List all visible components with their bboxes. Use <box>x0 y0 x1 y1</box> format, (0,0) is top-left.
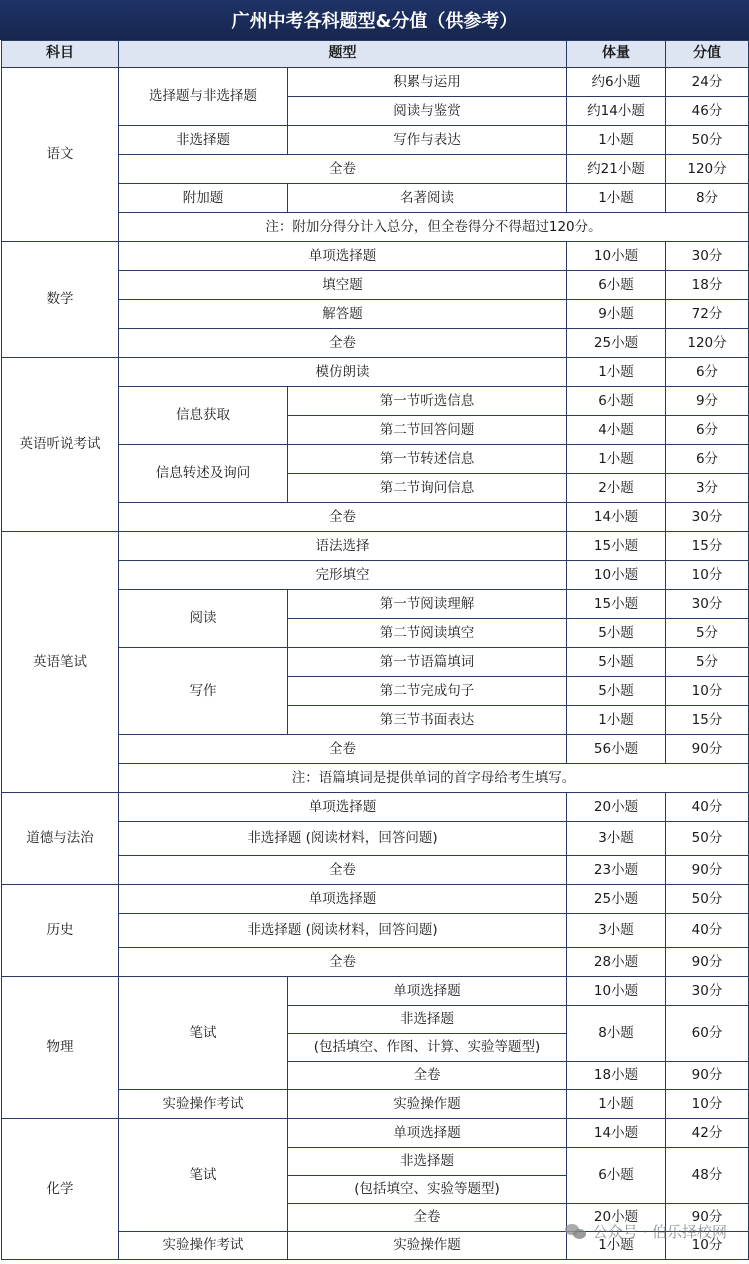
score-cell: 90分 <box>666 948 749 977</box>
score-cell: 46分 <box>666 97 749 126</box>
item-cell: 第三节书面表达 <box>288 706 567 735</box>
volume-cell: 15小题 <box>567 590 666 619</box>
volume-cell: 9小题 <box>567 300 666 329</box>
group-cell: 笔试 <box>119 1119 288 1232</box>
item-cell: 第一节听选信息 <box>288 387 567 416</box>
subject-cell: 物理 <box>2 977 119 1119</box>
volume-cell: 3小题 <box>567 914 666 948</box>
score-cell: 90分 <box>666 856 749 885</box>
table-row <box>2 242 749 271</box>
volume-cell: 1小题 <box>567 1232 666 1260</box>
score-cell: 9分 <box>666 387 749 416</box>
score-cell: 50分 <box>666 822 749 856</box>
item-cell: (包括填空、作图、计算、实验等题型) <box>288 1034 567 1062</box>
volume-cell: 5小题 <box>567 619 666 648</box>
volume-cell: 1小题 <box>567 126 666 155</box>
header-volume: 体量 <box>567 41 666 68</box>
volume-cell: 4小题 <box>567 416 666 445</box>
volume-cell: 14小题 <box>567 1119 666 1148</box>
note-cell: 注：附加分得分计入总分，但全卷得分不得超过120分。 <box>119 213 749 242</box>
volume-cell: 8小题 <box>567 1006 666 1062</box>
group-cell: 信息转述及询问 <box>119 445 288 503</box>
item-cell: 第一节语篇填词 <box>288 648 567 677</box>
score-cell: 90分 <box>666 735 749 764</box>
item-cell: 单项选择题 <box>119 793 567 822</box>
header-subject: 科目 <box>2 41 119 68</box>
header-row <box>2 41 749 68</box>
volume-cell: 5小题 <box>567 677 666 706</box>
subject-cell: 历史 <box>2 885 119 977</box>
volume-cell: 约14小题 <box>567 97 666 126</box>
watermark <box>565 1221 727 1242</box>
group-cell: 实验操作考试 <box>119 1232 288 1260</box>
score-cell: 60分 <box>666 1006 749 1062</box>
volume-cell: 1小题 <box>567 358 666 387</box>
score-cell: 90分 <box>666 1062 749 1090</box>
volume-cell: 56小题 <box>567 735 666 764</box>
score-cell: 120分 <box>666 329 749 358</box>
page-title: 广州中考各科题型&分值（供参考） <box>0 0 749 40</box>
item-cell: 语法选择 <box>119 532 567 561</box>
group-cell: 信息获取 <box>119 387 288 445</box>
volume-cell: 10小题 <box>567 977 666 1006</box>
volume-cell: 23小题 <box>567 856 666 885</box>
item-cell: 第二节询问信息 <box>288 474 567 503</box>
score-cell: 50分 <box>666 885 749 914</box>
table-row <box>2 358 749 387</box>
volume-cell: 1小题 <box>567 445 666 474</box>
score-cell: 120分 <box>666 155 749 184</box>
group-cell: 非选择题 <box>119 126 288 155</box>
score-cell: 50分 <box>666 126 749 155</box>
score-cell: 6分 <box>666 445 749 474</box>
volume-cell: 2小题 <box>567 474 666 503</box>
total-label: 全卷 <box>288 1204 567 1232</box>
item-cell: 实验操作题 <box>288 1232 567 1260</box>
table-row <box>2 532 749 561</box>
score-cell: 8分 <box>666 184 749 213</box>
volume-cell: 1小题 <box>567 1090 666 1119</box>
table-row <box>2 885 749 914</box>
volume-cell: 6小题 <box>567 387 666 416</box>
volume-cell: 28小题 <box>567 948 666 977</box>
table-row <box>2 1119 749 1148</box>
subject-cell: 语文 <box>2 68 119 242</box>
table-row <box>2 68 749 97</box>
item-cell: (包括填空、实验等题型) <box>288 1176 567 1204</box>
item-cell: 单项选择题 <box>119 885 567 914</box>
volume-cell: 25小题 <box>567 885 666 914</box>
total-label: 全卷 <box>119 948 567 977</box>
score-cell: 40分 <box>666 793 749 822</box>
item-cell: 单项选择题 <box>288 977 567 1006</box>
score-cell: 10分 <box>666 561 749 590</box>
score-cell: 40分 <box>666 914 749 948</box>
item-cell: 模仿朗读 <box>119 358 567 387</box>
volume-cell: 20小题 <box>567 793 666 822</box>
score-cell: 10分 <box>666 677 749 706</box>
score-cell: 30分 <box>666 590 749 619</box>
item-cell: 第二节完成句子 <box>288 677 567 706</box>
item-cell: 第二节阅读填空 <box>288 619 567 648</box>
subject-cell: 化学 <box>2 1119 119 1260</box>
total-label: 全卷 <box>119 155 567 184</box>
score-cell: 90分 <box>666 1204 749 1232</box>
item-cell: 第二节回答问题 <box>288 416 567 445</box>
score-cell: 30分 <box>666 977 749 1006</box>
volume-cell: 14小题 <box>567 503 666 532</box>
score-cell: 18分 <box>666 271 749 300</box>
total-label: 全卷 <box>119 329 567 358</box>
volume-cell: 25小题 <box>567 329 666 358</box>
volume-cell: 6小题 <box>567 1148 666 1204</box>
subject-cell: 英语听说考试 <box>2 358 119 532</box>
item-cell: 非选择题 <box>288 1006 567 1034</box>
wechat-icon <box>565 1224 587 1240</box>
total-label: 全卷 <box>119 735 567 764</box>
item-cell: 第一节阅读理解 <box>288 590 567 619</box>
volume-cell: 10小题 <box>567 561 666 590</box>
score-cell: 15分 <box>666 532 749 561</box>
group-cell: 写作 <box>119 648 288 735</box>
volume-cell: 3小题 <box>567 822 666 856</box>
volume-cell: 10小题 <box>567 242 666 271</box>
volume-cell: 18小题 <box>567 1062 666 1090</box>
volume-cell: 15小题 <box>567 532 666 561</box>
item-cell: 完形填空 <box>119 561 567 590</box>
item-cell: 名著阅读 <box>288 184 567 213</box>
item-cell: 填空题 <box>119 271 567 300</box>
score-cell: 30分 <box>666 503 749 532</box>
score-cell: 10分 <box>666 1232 749 1260</box>
volume-cell: 5小题 <box>567 648 666 677</box>
subject-cell: 英语笔试 <box>2 532 119 793</box>
item-cell: 第一节转述信息 <box>288 445 567 474</box>
group-cell: 附加题 <box>119 184 288 213</box>
item-cell: 写作与表达 <box>288 126 567 155</box>
group-cell: 实验操作考试 <box>119 1090 288 1119</box>
volume-cell: 约6小题 <box>567 68 666 97</box>
score-cell: 15分 <box>666 706 749 735</box>
subject-cell: 数学 <box>2 242 119 358</box>
subject-cell: 道德与法治 <box>2 793 119 885</box>
header-type: 题型 <box>119 41 567 68</box>
group-cell: 选择题与非选择题 <box>119 68 288 126</box>
item-cell: 非选择题 <box>288 1148 567 1176</box>
item-cell: 非选择题 (阅读材料，回答问题) <box>119 914 567 948</box>
item-cell: 非选择题 (阅读材料，回答问题) <box>119 822 567 856</box>
score-cell: 5分 <box>666 648 749 677</box>
item-cell: 实验操作题 <box>288 1090 567 1119</box>
score-cell: 30分 <box>666 242 749 271</box>
table-row <box>2 977 749 1006</box>
total-label: 全卷 <box>288 1062 567 1090</box>
score-cell: 6分 <box>666 416 749 445</box>
note-cell: 注：语篇填词是提供单词的首字母给考生填写。 <box>119 764 749 793</box>
score-cell: 3分 <box>666 474 749 503</box>
score-cell: 6分 <box>666 358 749 387</box>
score-cell: 5分 <box>666 619 749 648</box>
score-cell: 24分 <box>666 68 749 97</box>
volume-cell: 约21小题 <box>567 155 666 184</box>
watermark-text: 公众号 · 伯乐择校网 <box>592 1223 727 1241</box>
score-cell: 42分 <box>666 1119 749 1148</box>
item-cell: 单项选择题 <box>119 242 567 271</box>
volume-cell: 1小题 <box>567 184 666 213</box>
volume-cell: 20小题 <box>567 1204 666 1232</box>
total-label: 全卷 <box>119 503 567 532</box>
score-cell: 48分 <box>666 1148 749 1204</box>
item-cell: 积累与运用 <box>288 68 567 97</box>
volume-cell: 6小题 <box>567 271 666 300</box>
exam-table <box>1 40 749 1260</box>
item-cell: 阅读与鉴赏 <box>288 97 567 126</box>
score-cell: 10分 <box>666 1090 749 1119</box>
item-cell: 单项选择题 <box>288 1119 567 1148</box>
total-label: 全卷 <box>119 856 567 885</box>
item-cell: 解答题 <box>119 300 567 329</box>
group-cell: 阅读 <box>119 590 288 648</box>
group-cell: 笔试 <box>119 977 288 1090</box>
score-cell: 72分 <box>666 300 749 329</box>
volume-cell: 1小题 <box>567 706 666 735</box>
table-row <box>2 793 749 822</box>
header-score: 分值 <box>666 41 749 68</box>
